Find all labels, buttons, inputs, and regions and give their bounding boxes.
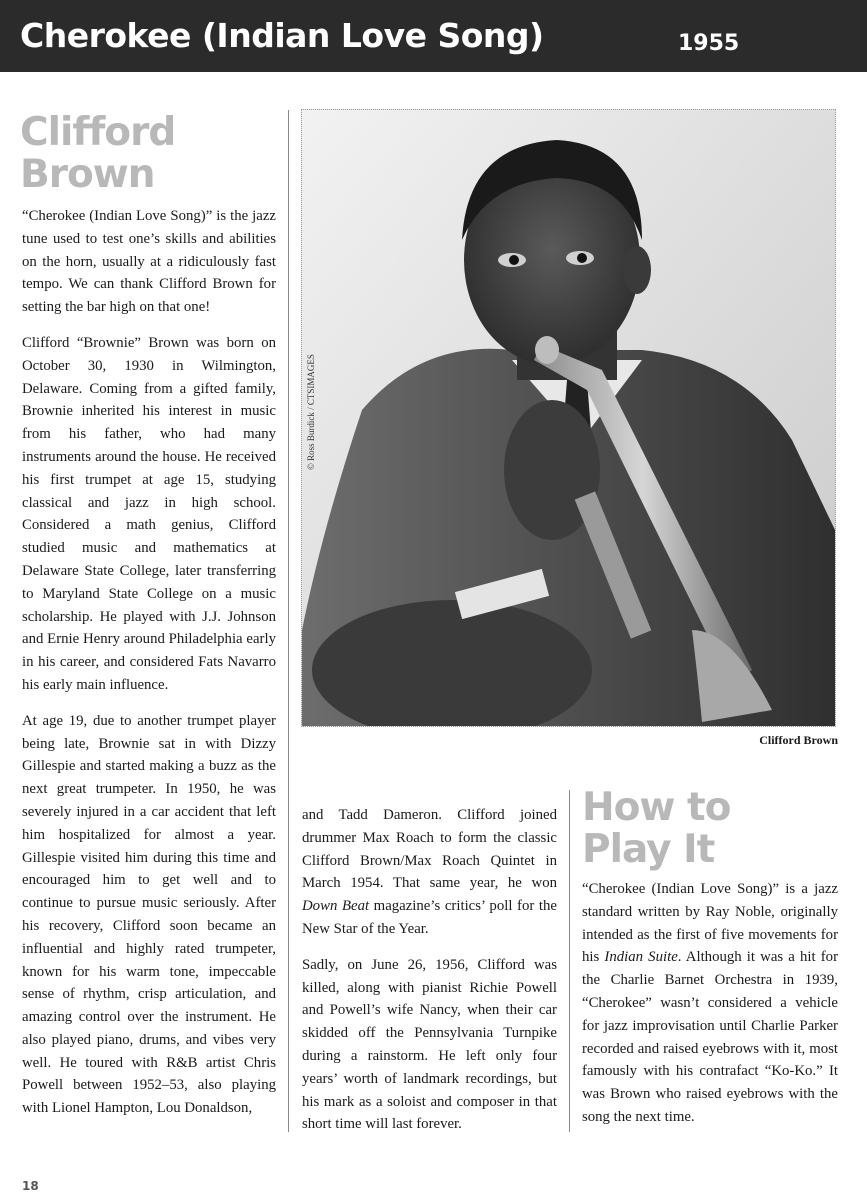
biography-paragraph: Sadly, on June 26, 1956, Clifford was killed, along with pianist Richie Powell and Powell’s wife Nancy, when their car skidded off the Pennsylvania Turnpike during a rainstorm. He left only four years’ worth of landmark recordings, but his mark as a soloist and composer in that short time will last forever. <box>302 956 557 1133</box>
biography-continued-column <box>302 804 557 1136</box>
text-segment: magazine’s critics’ poll for the New Star of the Year. <box>302 898 557 937</box>
how-to-play-heading <box>582 787 730 871</box>
photo-caption: Clifford Brown <box>759 733 838 747</box>
page-number: 18 <box>22 1179 39 1193</box>
artist-heading-line1: Clifford <box>20 110 176 155</box>
biography-paragraph: Clifford “Brownie” Brown was born on October 30, 1930 in Wilmington, Delaware. Coming from a gifted family, Brownie inherited his interest in music from his father, who had many instruments around the house. He received his first trumpet at age 15, studying classical and jazz in high school. Considered a math genius, Clifford studied music and mathematics at Delaware State College, later transferring to Maryland State College on a music scholarship. He played with J.J. Johnson and Ernie Henry around Philadelphia early in his career, and considered Fats Navarro his early main influence. <box>22 334 276 693</box>
magazine-name: Down Beat <box>302 898 370 915</box>
biography-paragraph: At age 19, due to another trumpet player being late, Brownie sat in with Dizzy Gillespie and started making a buzz as the next great trumpeter. In 1950, he was severely injured in a car accident that left him hospitalized for almost a year. Gillespie visited him during this time and encouraged him to get well and to continue to pursue music seriously. After his recovery, Clifford soon became an influential and highly rated trumpeter, known for his warm tone, impeccable sense of rhythm, crisp articulation, and amazing control over the instrument. He also played piano, drums, and vibes very well. He toured with R&B artist Chris Powell between 1952–53, also playing with Lionel Hampton, Lou Donaldson, <box>22 712 276 1117</box>
text-segment: . Although it was a hit for the Charlie Barnet Orchestra in 1939, “Cherokee” wasn’t considered a vehicle for jazz improvisation until Charlie Parker recorded and raised eyebrows with it, most famously with his contrafact “Ko-Ko.” It was Brown who raised eyebrows with the song the next time. <box>582 949 839 1125</box>
how-to-play-column <box>582 878 838 1129</box>
artist-heading <box>20 112 175 196</box>
biography-paragraph: “Cherokee (Indian Love Song)” is the jazz tune used to test one’s skills and abilities on the horn, usually at a ridiculously fast tempo. We can thank Clifford Brown for setting the bar high on that one! <box>22 208 276 316</box>
how-to-play-heading-line1: How to <box>582 785 731 830</box>
artist-heading-line2: Brown <box>20 152 155 197</box>
how-to-play-heading-line2: Play It <box>582 827 715 872</box>
photo-credit: © Ross Burdick / CTSIMAGES <box>306 354 316 470</box>
suite-name: Indian Suite <box>604 949 678 966</box>
song-title: Cherokee (Indian Love Song) <box>20 16 544 55</box>
how-to-play-paragraph <box>582 878 838 1129</box>
song-year: 1955 <box>678 31 740 56</box>
biography-paragraph <box>302 804 557 941</box>
page-header <box>0 0 867 72</box>
column-divider-left <box>288 110 289 1132</box>
biography-column <box>22 205 276 1120</box>
artist-photo <box>301 109 836 727</box>
trumpet-player-illustration <box>302 110 835 726</box>
column-divider-right <box>569 790 570 1132</box>
text-segment: “Cherokee (Indian Love Song)” is a jazz standard written by Ray Noble, originally intended as the first of five movements for his <box>582 881 838 966</box>
text-segment: and Tadd Dameron. Clifford joined drummer Max Roach to form the classic Clifford Brown/Max Roach Quintet in March 1954. That same year, he won <box>302 807 557 892</box>
